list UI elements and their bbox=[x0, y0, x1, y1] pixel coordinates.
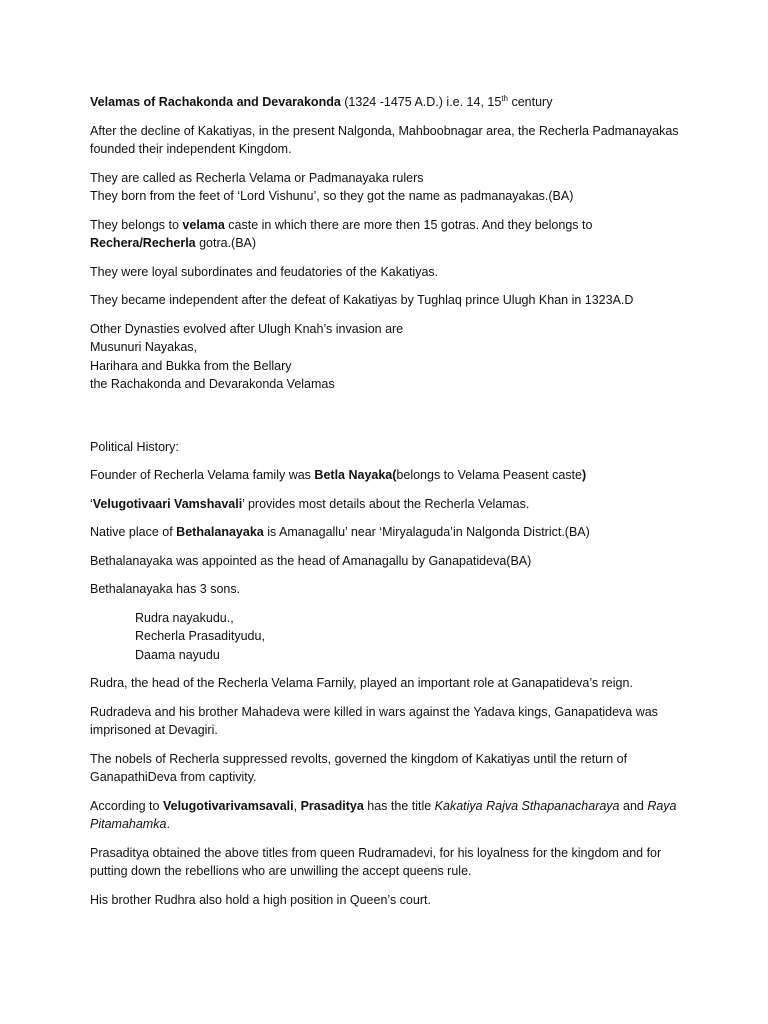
founder-bold-name: Betla Nayaka( bbox=[314, 468, 397, 482]
son-item: Rudra nayakudu., bbox=[135, 610, 234, 625]
according-text-a: According to bbox=[90, 798, 163, 813]
native-bold: Bethalanayaka bbox=[176, 525, 264, 539]
title-superscript: th bbox=[501, 93, 508, 103]
sons-list bbox=[90, 609, 680, 665]
sons-paragraph: Bethalanayaka has 3 sons. bbox=[90, 582, 241, 596]
according-bold-name: Prasaditya bbox=[300, 798, 364, 813]
decline-paragraph: After the decline of Kakatiyas, in the present Nalgonda, Mahboobnagar area, the Recherla Padmanayakas founded their independent Kingdom. bbox=[90, 123, 679, 156]
spacer bbox=[90, 404, 680, 438]
according-period: . bbox=[166, 817, 170, 831]
title-bold: Velamas of Rachakonda and Devarakonda bbox=[90, 95, 341, 109]
according-and: and bbox=[619, 798, 648, 813]
vamshavali-paragraph bbox=[90, 495, 680, 514]
caste-bold-velama: velama bbox=[182, 217, 225, 232]
founder-text-a: Founder of Recherla Velama family was bbox=[90, 468, 315, 482]
caste-text-c: caste in which there are more then 15 gotras. And they belongs to bbox=[224, 217, 593, 232]
title-dates: (1324 -1475 A.D.) i.e. 14, 15 bbox=[340, 95, 502, 109]
called-paragraph bbox=[90, 169, 680, 206]
native-text-a: Native place of bbox=[90, 525, 177, 539]
dynasties-line-3: Harihara and Bukka from the Bellary bbox=[90, 358, 292, 373]
native-text-c: is Amanagallu’ near ‘Miryalaguda’in Nalgonda District.(BA) bbox=[263, 525, 590, 539]
rudra-paragraph: Rudra, the head of the Recherla Velama Farnily, played an important role at Ganapatideva’s reign. bbox=[90, 676, 633, 690]
independent-paragraph: They became independent after the defeat of Kakatiyas by Tughlaq prince Ulugh Khan in 1323A.D bbox=[90, 293, 634, 307]
caste-text-e: gotra.(BA) bbox=[195, 236, 257, 250]
appointed-paragraph: Bethalanayaka was appointed as the head of Amanagallu by Ganapatideva(BA) bbox=[90, 553, 532, 568]
according-italic-title-1: Kakatiya Rajva Sthapanacharaya bbox=[434, 798, 620, 813]
nobels-paragraph: The nobels of Recherla suppressed revolts, governed the kingdom of Kakatiyas until the return of GanapathiDeva from captivity. bbox=[90, 751, 628, 784]
political-history-heading: Political History: bbox=[90, 439, 179, 454]
titles-paragraph: Prasaditya obtained the above titles from queen Rudramadevi, for his loyalness for the kingdom and for putting down the rebellions who are unwilling the accept queens rule. bbox=[90, 845, 662, 878]
brother-paragraph: His brother Rudhra also hold a high position in Queen’s court. bbox=[90, 892, 431, 907]
dynasties-line-2: Musunuri Nayakas, bbox=[90, 340, 197, 354]
called-line-2: They born from the feet of ‘Lord Vishunu’, so they got the name as padmanayakas.(BA) bbox=[90, 189, 574, 203]
dynasties-line-1: Other Dynasties evolved after Ulugh Knah’s invasion are bbox=[90, 321, 404, 336]
son-item: Recherla Prasadityudu, bbox=[135, 629, 265, 643]
caste-text-a: They belongs to bbox=[90, 217, 183, 232]
according-italic-title-2: Raya Pitamahamka bbox=[90, 798, 677, 831]
caste-bold-gotra: Rechera/Recherla bbox=[90, 236, 196, 250]
caste-paragraph bbox=[90, 216, 680, 253]
founder-bold-paren: ) bbox=[581, 468, 587, 482]
founder-text-c: belongs to Velama Peasent caste bbox=[396, 468, 582, 482]
according-text-e: has the title bbox=[363, 798, 435, 813]
dynasties-line-4: the Rachakonda and Devarakonda Velamas bbox=[90, 377, 335, 391]
title-paragraph bbox=[90, 93, 680, 112]
vamshavali-bold: Velugotivaari Vamshavali bbox=[92, 496, 243, 511]
native-place-paragraph bbox=[90, 523, 680, 542]
according-paragraph bbox=[90, 797, 680, 834]
vamshavali-text: ’ provides most details about the Recherla Velamas. bbox=[242, 496, 530, 511]
dynasties-paragraph bbox=[90, 320, 680, 394]
called-line-1: They are called as Recherla Velama or Padmanayaka rulers bbox=[90, 170, 424, 185]
document-body bbox=[90, 93, 680, 919]
loyal-paragraph: They were loyal subordinates and feudatories of the Kakatiyas. bbox=[90, 264, 439, 279]
son-item: Daama nayudu bbox=[135, 647, 220, 662]
vamshavali-quote-open: ‘ bbox=[90, 496, 93, 511]
title-tail: century bbox=[508, 95, 553, 109]
according-bold-source: Velugotivarivamsavali bbox=[162, 798, 294, 813]
according-comma: , bbox=[293, 798, 301, 813]
killed-paragraph: Rudradeva and his brother Mahadeva were killed in wars against the Yadava kings, Ganapatideva was imprisoned at Devagiri. bbox=[90, 704, 658, 737]
founder-paragraph bbox=[90, 466, 680, 485]
